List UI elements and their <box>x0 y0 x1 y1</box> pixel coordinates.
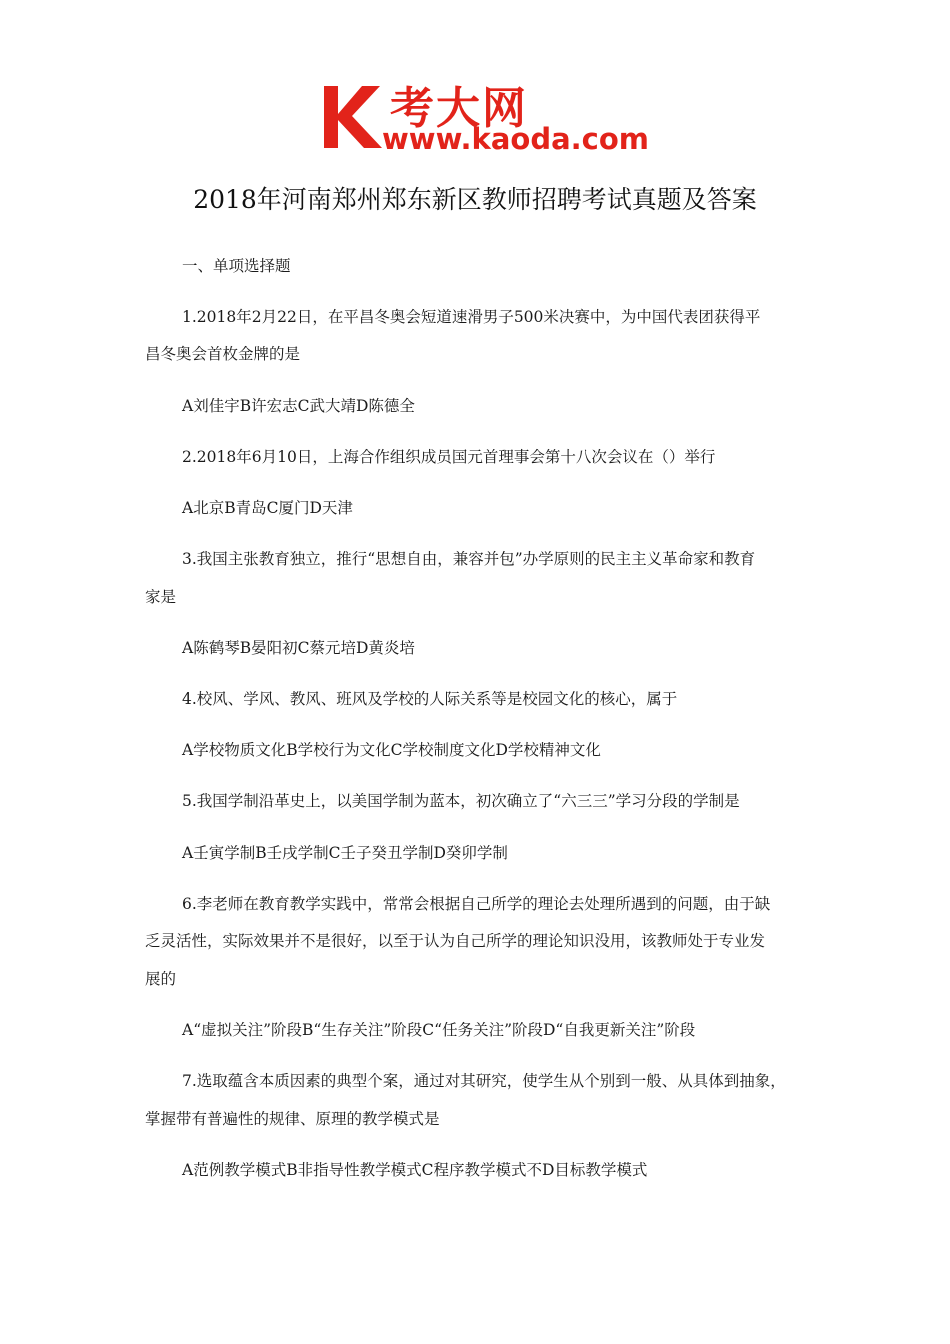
question-6-options: A“虚拟关注”阶段B“生存关注”阶段C“任务关注”阶段D“自我更新关注”阶段 <box>182 1021 696 1039</box>
question-2-options: A北京B青岛C厦门D天津 <box>182 499 353 517</box>
question-2: 2.2018年6月10日，上海合作组织成员国元首理事会第十八次会议在（）举行 <box>182 448 716 466</box>
question-5-options: A壬寅学制B壬戌学制C壬子癸丑学制D癸卯学制 <box>182 844 508 862</box>
logo-url: www.kaoda.com <box>382 122 649 156</box>
question-3-line-2: 家是 <box>145 588 177 606</box>
question-3-options: A陈鹤琴B晏阳初C蔡元培D黄炎培 <box>182 639 415 657</box>
question-1-line-2: 昌冬奥会首枚金牌的是 <box>145 345 301 363</box>
question-3-line-1: 3.我国主张教育独立，推行“思想自由，兼容并包”办学原则的民主主义革命家和教育 <box>182 550 756 568</box>
section-heading: 一、单项选择题 <box>182 257 291 275</box>
question-4: 4.校风、学风、教风、班风及学校的人际关系等是校园文化的核心，属于 <box>182 690 678 708</box>
question-1-options: A刘佳宇B许宏志C武大靖D陈德全 <box>182 397 415 415</box>
question-6-line-1: 6.李老师在教育教学实践中，常常会根据自己所学的理论去处理所遇到的问题，由于缺 <box>182 895 771 913</box>
document-title: 2018年河南郑州郑东新区教师招聘考试真题及答案 <box>193 185 757 214</box>
question-5: 5.我国学制沿革史上，以美国学制为蓝本，初次确立了“六三三”学习分段的学制是 <box>182 792 740 810</box>
question-7-options: A范例教学模式B非指导性教学模式C程序教学模式不D目标教学模式 <box>182 1161 648 1179</box>
logo-brand-name: 考大网 <box>390 83 528 134</box>
question-6-line-2: 乏灵活性，实际效果并不是很好，以至于认为自己所学的理论知识没用，该教师处于专业发 <box>145 932 766 950</box>
question-6-line-3: 展的 <box>145 970 177 988</box>
question-7-line-2: 掌握带有普遍性的规律、原理的教学模式是 <box>145 1110 440 1128</box>
question-1-line-1: 1.2018年2月22日，在平昌冬奥会短道速滑男子500米决赛中，为中国代表团获得平 <box>182 308 761 326</box>
question-4-options: A学校物质文化B学校行为文化C学校制度文化D学校精神文化 <box>182 741 601 759</box>
question-7-line-1: 7.选取蕴含本质因素的典型个案，通过对其研究，使学生从个别到一般、从具体到抽象， <box>182 1072 786 1090</box>
kaoda-logo <box>318 78 648 160</box>
